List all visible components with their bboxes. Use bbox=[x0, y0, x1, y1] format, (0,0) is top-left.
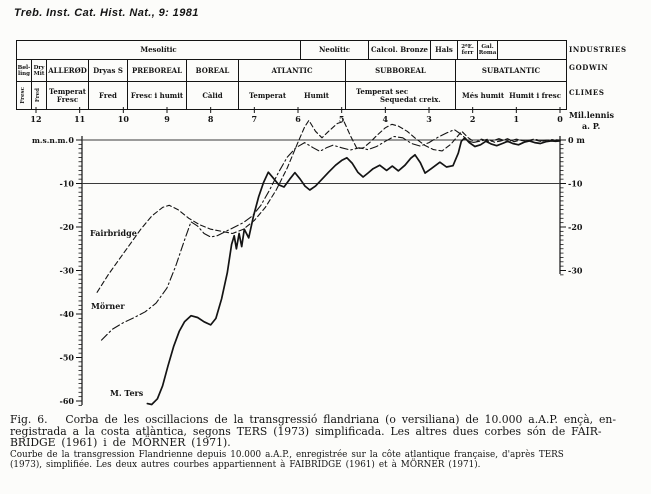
journal-header: Treb. Inst. Cat. Hist. Nat., 9: 1981 bbox=[14, 7, 199, 19]
curve-fairbridge bbox=[97, 120, 560, 292]
climes-cell-fresc-rot: Fresc bbox=[17, 82, 32, 109]
curve-m-ters bbox=[147, 138, 560, 405]
climes-cell-temperat-sec: Temperat sec Sequedat creix. bbox=[346, 82, 456, 109]
godwin-cell-subatlantic: SUBATLANTIC bbox=[481, 65, 541, 75]
x-tick-label: 5 bbox=[338, 114, 345, 124]
ters-curve-label: M. Ters bbox=[110, 388, 144, 398]
left-y-tick-label: -30 bbox=[59, 265, 74, 276]
climes-cell-mes-humit-fresc: Més humit Humit i fresc bbox=[462, 90, 561, 100]
left-y-tick-label: -40 bbox=[59, 309, 74, 319]
x-tick-label: 1 bbox=[513, 114, 520, 124]
caption-ca-line1: Fig. 6. Corba de les oscillacions de la transgressió flandriana (o versiliana) de 10.000 a.A.P. ençà, en- bbox=[10, 413, 617, 426]
industries-cell-hals: Hals bbox=[431, 41, 458, 59]
climes-cell-temperat-fresc: Temperat Fresc bbox=[47, 82, 89, 109]
climes-cell-temperat-humit: Temperat Humit bbox=[239, 82, 346, 109]
left-y-tick-label: -20 bbox=[59, 222, 74, 232]
industries-cell-calcol-bronze: Calcol. Bronze bbox=[369, 41, 431, 59]
godwin-cell-dryas-mitja: Dry Mit bbox=[32, 60, 47, 81]
x-tick-label: 8 bbox=[207, 114, 214, 124]
x-tick-label: 11 bbox=[74, 114, 86, 124]
figure-caption-catalan bbox=[10, 414, 646, 449]
godwin-side-label: GODWIN bbox=[569, 63, 609, 72]
godwin-cell-dryas-s: Dryas S bbox=[89, 60, 128, 81]
x-tick-label: 4 bbox=[382, 114, 389, 124]
x-tick-label: 10 bbox=[117, 114, 129, 124]
x-tick-label: 0 bbox=[557, 114, 563, 124]
morner-curve-label: Mörner bbox=[91, 301, 125, 311]
industries-cell-gal-roma: Gal. Roma bbox=[478, 41, 498, 59]
godwin-cell-boreal: BOREAL bbox=[187, 60, 239, 81]
left-y-tick-label: -50 bbox=[59, 352, 74, 363]
x-tick-label: 3 bbox=[426, 114, 432, 124]
right-y-tick-label: -10 bbox=[568, 178, 583, 189]
godwin-cell-preboreal: PREBOREAL bbox=[128, 60, 187, 81]
caption-ca-line2: registrada a la costa atlàntica, segons TERS (1973) simplificada. Les altres dues corbes són de FAIR- bbox=[10, 424, 602, 438]
industries-cell-mesolitic: Mesolític bbox=[17, 41, 301, 59]
godwin-cell-bolling: Bøl- ling bbox=[17, 60, 32, 81]
x-tick-label: 12 bbox=[30, 114, 42, 124]
right-y-tick-label: 0 m bbox=[568, 135, 585, 145]
climes-cell-fred-rot: Fred bbox=[32, 82, 47, 109]
industries-cell-neolitic: Neolític bbox=[301, 41, 369, 59]
x-axis-label-line1: Mil.lennis bbox=[569, 110, 615, 120]
x-tick-label: 9 bbox=[164, 114, 170, 124]
godwin-cell-subboreal: SUBBOREAL bbox=[346, 60, 456, 81]
left-y-tick-label: -60 bbox=[59, 396, 74, 406]
godwin-cell-allerod: ALLERØD bbox=[47, 60, 89, 81]
right-y-tick-label: -30 bbox=[568, 265, 583, 276]
y-axis-unit-label: m.s.n.m. bbox=[32, 136, 68, 145]
climes-cell-fresc-humit: Fresc i humit bbox=[128, 82, 187, 109]
climes-cell-fred: Fred bbox=[89, 82, 128, 109]
caption-ca-line3: BRIDGE (1961) i de MÖRNER (1971). bbox=[10, 436, 231, 450]
right-y-tick-label: -20 bbox=[568, 222, 583, 232]
climes-cell-calid: Càlid bbox=[187, 82, 239, 109]
climes-side-label: CLIMES bbox=[569, 88, 605, 97]
x-axis-label-line2: a. P. bbox=[582, 121, 601, 131]
industries-cell-ferro: 2ªE. ferr bbox=[458, 41, 478, 59]
left-y-tick-label: -10 bbox=[59, 178, 74, 189]
industries-side-label: INDUSTRIES bbox=[569, 45, 627, 54]
x-tick-label: 7 bbox=[251, 114, 258, 124]
left-y-tick-label: 0 bbox=[68, 135, 74, 145]
caption-fr-line1: Courbe de la transgression Flandrienne depuis 10.000 a.A.P., enregistrée sur la côte atlantique française, d'après TERS bbox=[10, 450, 564, 460]
curve-m-rner bbox=[102, 130, 561, 341]
fairbridge-curve-label: Fairbridge bbox=[90, 228, 137, 238]
figure-caption-french bbox=[10, 450, 646, 470]
caption-fr-line2: (1973), simplifiée. Les deux autres courbes appartiennent à FAIBRIDGE (1961) et à MÖRNER (1971). bbox=[10, 460, 481, 470]
godwin-cell-atlantic: ATLANTIC bbox=[239, 60, 346, 81]
x-tick-label: 2 bbox=[469, 114, 476, 124]
x-tick-label: 6 bbox=[295, 114, 301, 124]
